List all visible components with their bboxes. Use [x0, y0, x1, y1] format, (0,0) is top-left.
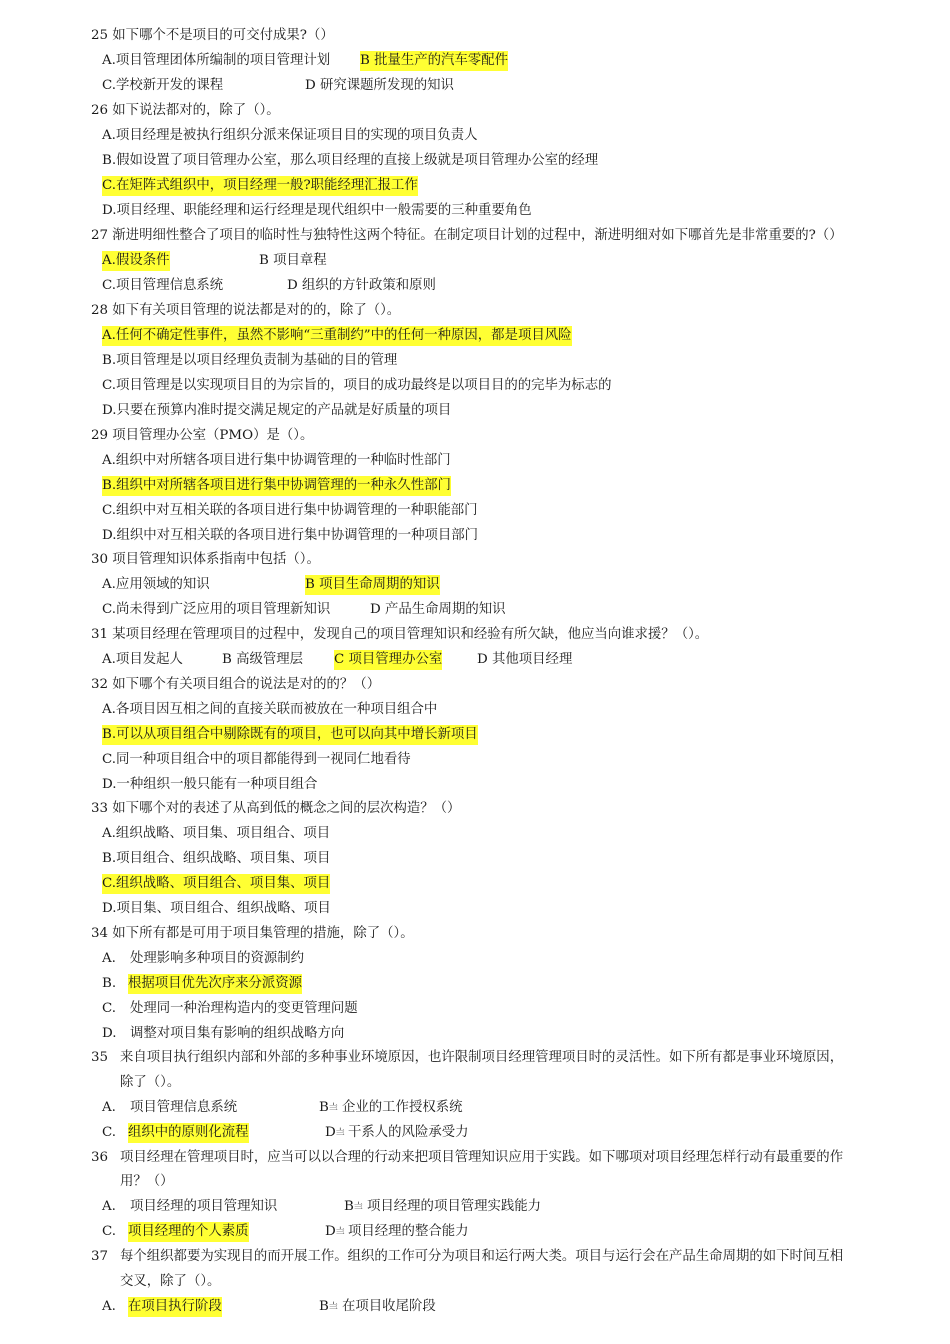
option-34b-letter: B. — [102, 976, 117, 991]
option-29d: D.组织中对互相关联的各项目进行集中协调管理的一种项目部门 — [102, 528, 479, 543]
option-36a-letter: A. — [102, 1199, 116, 1214]
question-37-cont: 交叉，除了（）。 — [120, 1274, 221, 1289]
question-32: 32 如下哪个有关项目组合的说法是对的的？（） — [91, 677, 381, 692]
answer-27a: A.假设条件 — [102, 251, 170, 271]
option-34c-letter: C. — [102, 1001, 117, 1016]
option-36d: 项目经理的整合能力 — [348, 1224, 469, 1239]
option-36a: 项目经理的项目管理知识 — [130, 1199, 278, 1214]
option-35d: 干系人的风险承受力 — [348, 1125, 469, 1140]
answer-34b: 根据项目优先次序来分派资源 — [128, 974, 302, 994]
option-26b: B.假如设置了项目管理办公室，那么项目经理的直接上级就是项目管理办公室的经理 — [102, 153, 599, 168]
option-26d: D.项目经理、职能经理和运行经理是现代组织中一般需要的三种重要角色 — [102, 203, 532, 218]
option-25a: A.项目管理团体所编制的项目管理计划 — [102, 53, 331, 68]
question-25: 25 如下哪个不是项目的可交付成果?（） — [91, 28, 334, 43]
question-36-number: 36 — [91, 1150, 109, 1165]
option-33d: D.项目集、项目组合、组织战略、项目 — [102, 901, 331, 916]
option-31b: B 高级管理层 — [222, 652, 304, 667]
option-37b-letter: $B^〨$ — [319, 1299, 338, 1314]
option-25c: C.学校新开发的课程 — [102, 78, 224, 93]
option-31a: A.项目发起人 — [102, 652, 183, 667]
answer-30b: B 项目生命周期的知识 — [305, 575, 440, 595]
answer-33c: C.组织战略、项目组合、项目集、项目 — [102, 874, 330, 894]
option-33b: B.项目组合、组织战略、项目集、项目 — [102, 851, 331, 866]
option-35a: 项目管理信息系统 — [130, 1100, 238, 1115]
option-34a: 处理影响多种项目的资源制约 — [130, 951, 305, 966]
option-26a: A.项目经理是被执行组织分派来保证项目目的实现的项目负责人 — [102, 128, 478, 143]
question-30: 30 项目管理知识体系指南中包括（）。 — [91, 552, 320, 567]
option-35a-letter: A. — [102, 1100, 116, 1115]
option-30a: A.应用领域的知识 — [102, 577, 210, 592]
option-27c: C.项目管理信息系统 — [102, 278, 224, 293]
question-33: 33 如下哪个对的表述了从高到低的概念之间的层次构造？（） — [91, 801, 461, 816]
question-29: 29 项目管理办公室（PMO）是（）。 — [91, 428, 314, 443]
garbled-mark: 〨 — [335, 1128, 345, 1138]
question-26: 26 如下说法都对的，除了（）。 — [91, 103, 280, 118]
option-29a: A.组织中对所辖各项目进行集中协调管理的一种临时性部门 — [102, 453, 451, 468]
option-35c-letter: C. — [102, 1125, 117, 1140]
option-35b-letter: $B^〨$ — [319, 1100, 338, 1115]
option-33a: A.组织战略、项目集、项目组合、项目 — [102, 826, 331, 841]
option-25d: D 研究课题所发现的知识 — [305, 78, 454, 93]
option-34d: 调整对项目集有影响的组织战略方向 — [130, 1026, 345, 1041]
answer-25b: B 批量生产的汽车零配件 — [360, 51, 508, 71]
option-34d-letter: D. — [102, 1026, 117, 1041]
option-30d: D 产品生命周期的知识 — [370, 602, 506, 617]
answer-26c: C.在矩阵式组织中，项目经理一般?职能经理汇报工作 — [102, 176, 418, 196]
question-28: 28 如下有关项目管理的说法都是对的的，除了（）。 — [91, 303, 401, 318]
option-28d: D.只要在预算内准时提交满足规定的产品就是好质量的项目 — [102, 403, 452, 418]
question-27: 27 渐进明细性整合了项目的临时性与独特性这两个特征。在制定项目计划的过程中，渐进明细对如下哪首先是非常重要的?（） — [91, 228, 843, 243]
question-37: 每个组织都要为实现目的而开展工作。组织的工作可分为项目和运行两大类。项目与运行会在产品生命周期的如下时间互相 — [120, 1249, 844, 1264]
question-35-number: 35 — [91, 1050, 109, 1065]
option-28c: C.项目管理是以实现项目目的为宗旨的，项目的成功最终是以项目目的的完毕为标志的 — [102, 378, 612, 393]
answer-37a: 在项目执行阶段 — [128, 1297, 222, 1317]
option-31d: D 其他项目经理 — [477, 652, 573, 667]
option-30c: C.尚未得到广泛应用的项目管理新知识 — [102, 602, 331, 617]
option-27b: B 项目章程 — [259, 253, 327, 268]
option-37b: 在项目收尾阶段 — [342, 1299, 436, 1314]
option-36b-letter: $B^〨$ — [344, 1199, 363, 1214]
option-34a-letter: A. — [102, 951, 116, 966]
question-34: 34 如下所有都是可用于项目集管理的措施，除了（）。 — [91, 926, 414, 941]
question-35: 来自项目执行组织内部和外部的多种事业环境原因，也许限制项目经理管理项目时的灵活性。如下所有都是事业环境原因， — [120, 1050, 844, 1065]
answer-35c: 组织中的原则化流程 — [128, 1123, 249, 1143]
option-36d-letter: $D^〨$ — [325, 1224, 345, 1239]
garbled-mark: 〨 — [328, 1302, 338, 1312]
question-37-number: 37 — [91, 1249, 109, 1264]
option-28b: B.项目管理是以项目经理负责制为基础的目的管理 — [102, 353, 398, 368]
garbled-mark: 〨 — [335, 1227, 345, 1237]
option-36c-letter: C. — [102, 1224, 117, 1239]
option-35b: 企业的工作授权系统 — [342, 1100, 463, 1115]
garbled-mark: 〨 — [328, 1103, 338, 1113]
question-36-cont: 用？（） — [120, 1174, 174, 1189]
garbled-mark: 〨 — [353, 1202, 363, 1212]
answer-31c: C 项目管理办公室 — [334, 650, 442, 670]
question-31: 31 某项目经理在管理项目的过程中，发现自己的项目管理知识和经验有所欠缺，他应当向谁求援？（）。 — [91, 627, 709, 642]
option-32d: D.一种组织一般只能有一种项目组合 — [102, 777, 318, 792]
option-36b: 项目经理的项目管理实践能力 — [367, 1199, 542, 1214]
option-27d: D 组织的方针政策和原则 — [287, 278, 436, 293]
question-36: 项目经理在管理项目时，应当可以以合理的行动来把项目管理知识应用于实践。如下哪项对项目经理怎样行动有最重要的作 — [120, 1150, 844, 1165]
answer-32b: B.可以从项目组合中剔除既有的项目，也可以向其中增长新项目 — [102, 725, 478, 745]
answer-28a: A.任何不确定性事件，虽然不影响“三重制约”中的任何一种原因，都是项目风险 — [102, 326, 572, 346]
option-34c: 处理同一种治理构造内的变更管理问题 — [130, 1001, 358, 1016]
option-35d-letter: $D^〨$ — [325, 1125, 345, 1140]
option-32a: A.各项目因互相之间的直接关联而被放在一种项目组合中 — [102, 702, 438, 717]
answer-36c: 项目经理的个人素质 — [128, 1222, 249, 1242]
question-35-cont: 除了（）。 — [120, 1075, 181, 1090]
option-29c: C.组织中对互相关联的各项目进行集中协调管理的一种职能部门 — [102, 503, 478, 518]
answer-29b: B.组织中对所辖各项目进行集中协调管理的一种永久性部门 — [102, 476, 451, 496]
option-32c: C.同一种项目组合中的项目都能得到一视同仁地看待 — [102, 752, 411, 767]
option-37a-letter: A. — [102, 1299, 116, 1314]
